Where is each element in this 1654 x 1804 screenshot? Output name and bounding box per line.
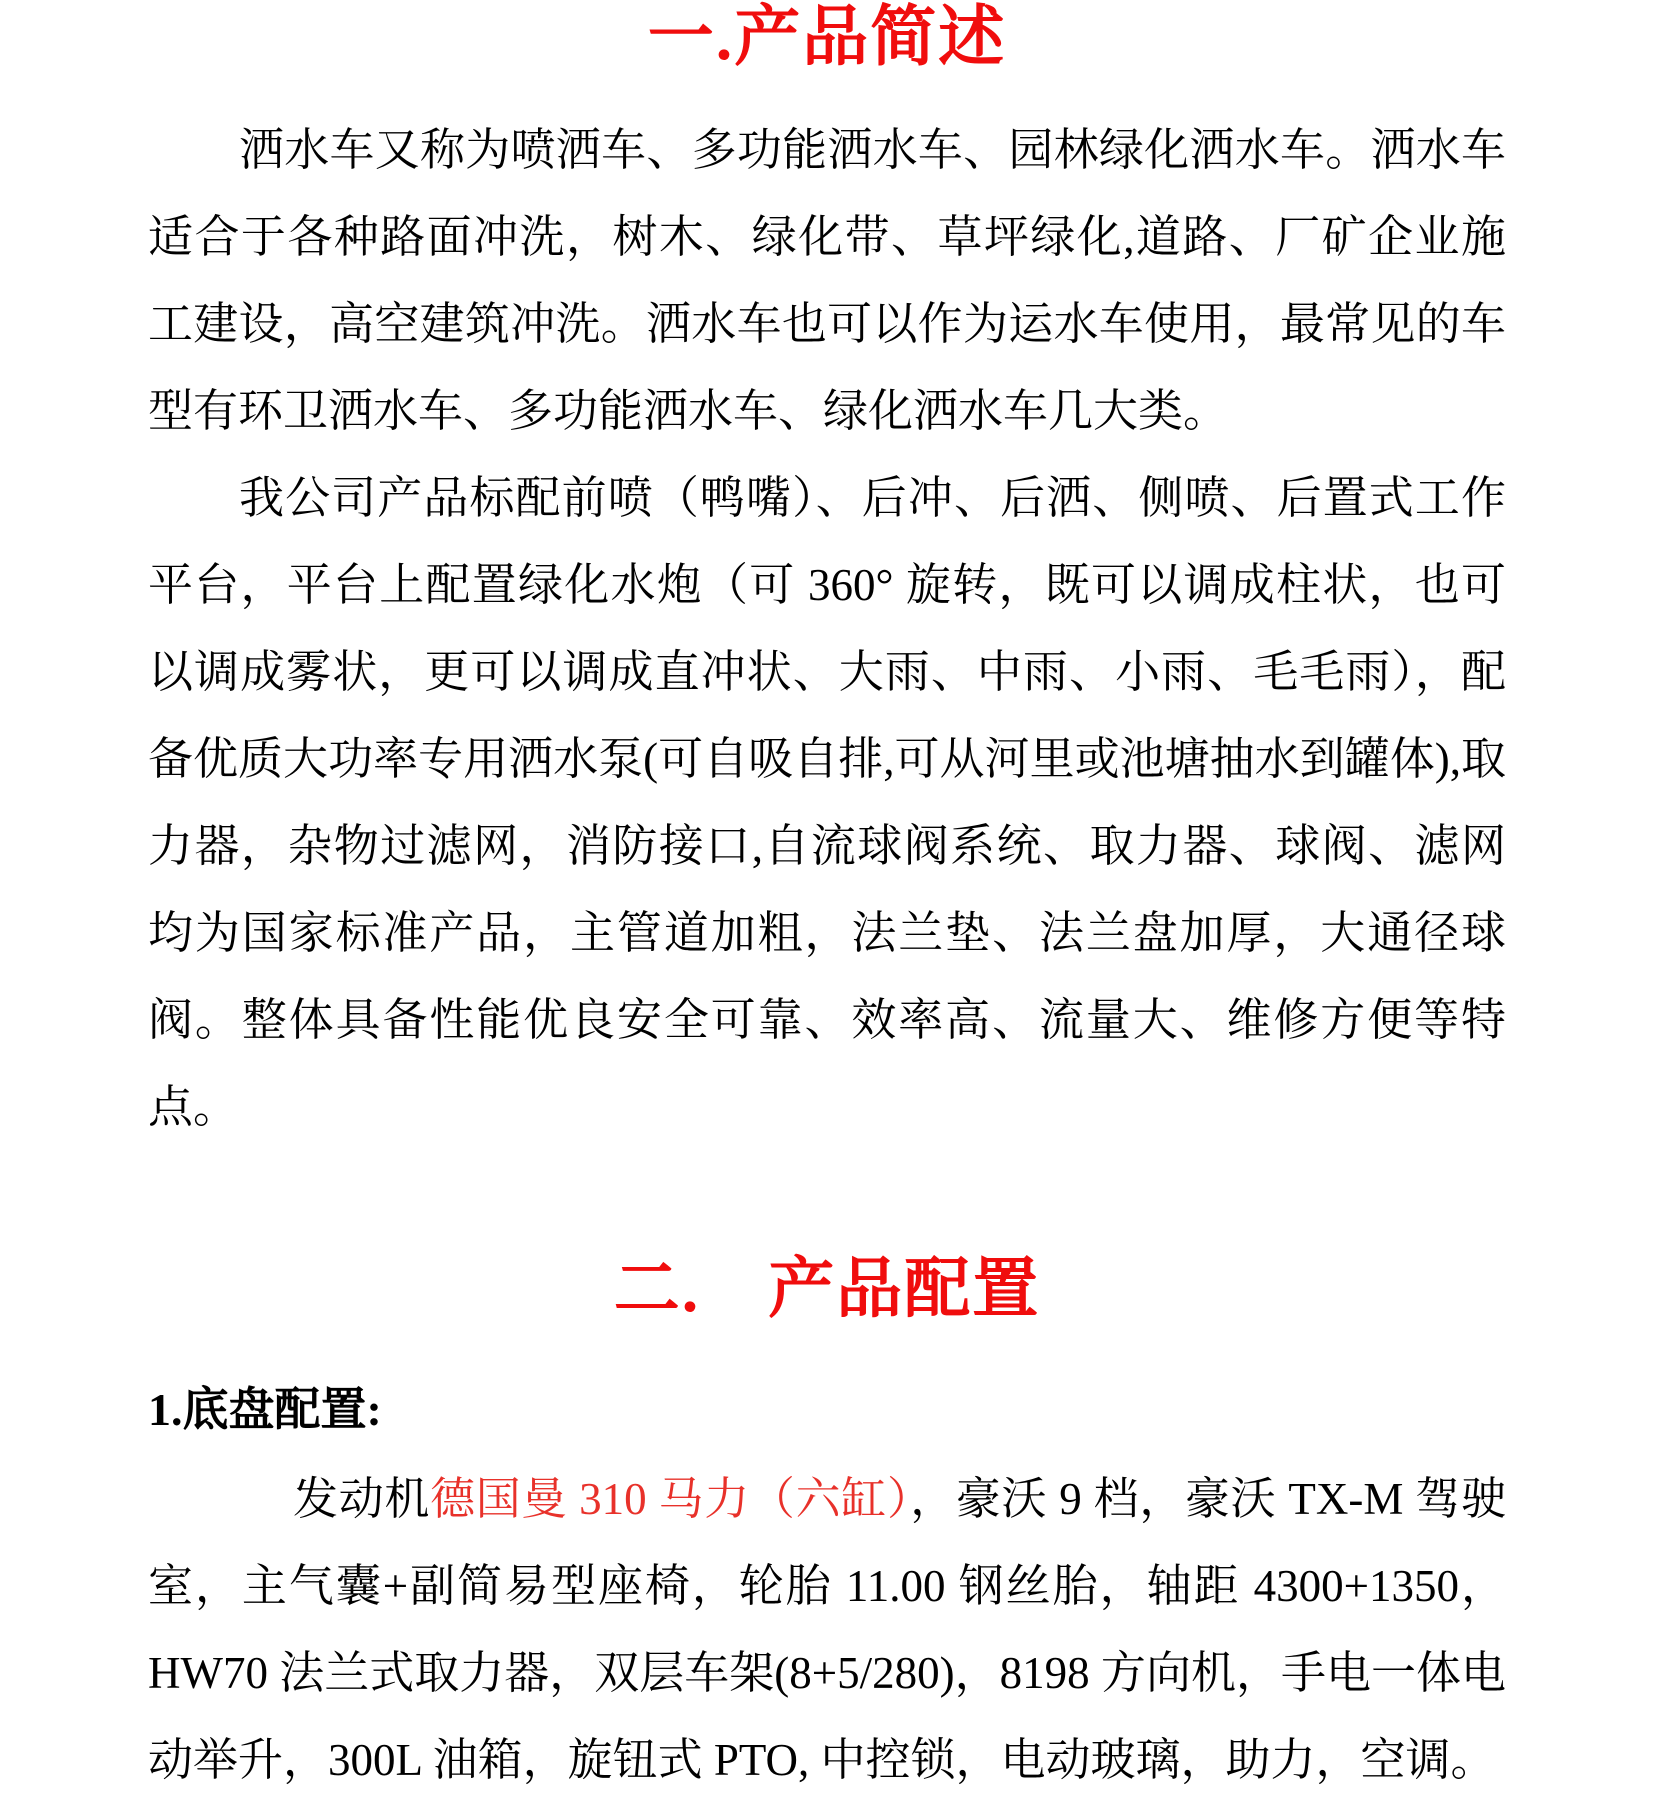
paragraph-standard-configuration: 我公司产品标配前喷（鸭嘴）、后冲、后洒、侧喷、后置式工作平台，平台上配置绿化水炮（可 360° 旋转，既可以调成柱状，也可以调成雾状，更可以调成直冲状、大雨、中雨、小雨、毛毛雨），配备优质大功率专用洒水泵(可自吸自排,可从河里或池塘抽水到罐体),取力器，杂物过滤网，消防接口,自流球阀系统、取力器、球阀、滤网均为国家标准产品，主管道加粗，法兰垫、法兰盘加厚，大通径球阀。整体具备性能优良安全可靠、效率高、流量大、维修方便等特点。 bbox=[148, 473, 1506, 1132]
section-title-product-configuration: 二. 产品配置 bbox=[613, 1253, 1041, 1326]
paragraph-product-overview: 洒水车又称为喷洒车、多功能洒水车、园林绿化洒水车。洒水车适合于各种路面冲洗，树木、绿化带、草坪绿化,道路、厂矿企业施工建设，高空建筑冲洗。洒水车也可以作为运水车使用，最常见的车型有环卫洒水车、多功能洒水车、绿化洒水车几大类。 bbox=[148, 125, 1506, 436]
document-page bbox=[0, 1, 1654, 1785]
engine-text-rest: ，豪沃 9 档，豪沃 TX-M 驾驶室，主气囊+副简易型座椅，轮胎 11.00 钢丝胎，轴距 4300+1350，HW70 法兰式取力器，双层车架(8+5/280)，8198 方向机，手电一体电动举升，300L 油箱，旋钮式 PTO, 中控锁，电动玻璃，助力，空调。 bbox=[148, 1474, 1506, 1785]
section-title-product-overview: 一.产品简述 bbox=[647, 1, 1007, 74]
engine-text-prefix: 发动机 bbox=[293, 1474, 431, 1524]
chassis-configuration-heading: 1.底盘配置: bbox=[148, 1384, 382, 1435]
engine-highlight-text: 德国曼 310 马力（六缸） bbox=[430, 1474, 911, 1524]
paragraph-chassis-configuration bbox=[148, 1456, 1506, 1804]
